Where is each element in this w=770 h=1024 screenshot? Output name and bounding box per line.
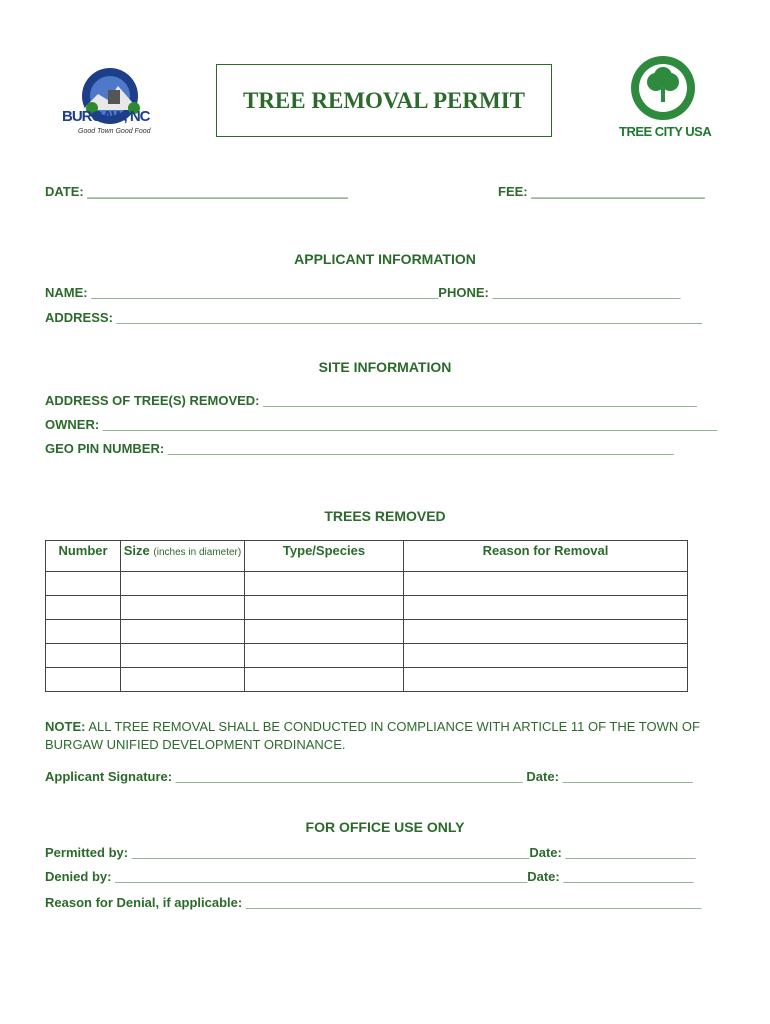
denial-reason-label: Reason for Denial, if applicable:	[45, 895, 243, 910]
tree-city-logo	[616, 54, 716, 146]
permitted-date-line: __________________	[565, 845, 696, 860]
table-cell[interactable]	[404, 668, 688, 692]
trees-table	[45, 540, 688, 692]
phone-label: PHONE:	[438, 285, 489, 300]
permitted-by-field[interactable]	[45, 845, 696, 860]
page-title: TREE REMOVAL PERMIT	[242, 87, 525, 113]
table-cell[interactable]	[404, 620, 688, 644]
column-size-note: (inches in diameter)	[153, 547, 242, 558]
fee-line: ________________________	[531, 184, 705, 199]
table-row	[46, 596, 688, 620]
table-cell[interactable]	[245, 572, 404, 596]
table-cell[interactable]	[46, 596, 121, 620]
note-label: NOTE:	[45, 719, 86, 734]
geo-pin-field[interactable]	[45, 441, 674, 456]
permitted-by-line: _______________________________________________________	[131, 845, 530, 860]
signature-field[interactable]	[45, 769, 693, 784]
column-size-label: Size	[123, 543, 150, 558]
table-cell[interactable]	[404, 572, 688, 596]
permitted-date-label: Date:	[529, 845, 562, 860]
signature-line: ________________________________________________	[175, 769, 523, 784]
geo-pin-line: ______________________________________________________________________	[167, 441, 674, 456]
permitted-by-label: Permitted by:	[45, 845, 129, 860]
phone-line: __________________________	[492, 285, 681, 300]
owner-label: OWNER:	[45, 417, 100, 432]
tree-city-logo-text: TREE CITY USA	[619, 124, 712, 139]
table-cell[interactable]	[121, 572, 245, 596]
date-field[interactable]	[45, 184, 348, 199]
table-cell[interactable]	[46, 644, 121, 668]
address-label: ADDRESS:	[45, 310, 113, 325]
table-cell[interactable]	[245, 668, 404, 692]
signature-label: Applicant Signature:	[45, 769, 173, 784]
note-text: ALL TREE REMOVAL SHALL BE CONDUCTED IN COMPLIANCE WITH ARTICLE 11 OF THE TOWN OF BURGAW UNIFIED DEVELOPMENT ORDINANCE.	[45, 719, 700, 752]
fee-field[interactable]	[498, 184, 705, 199]
denied-date-label: Date:	[527, 869, 560, 884]
burgaw-logo-tagline: Good Town Good Food	[78, 128, 151, 135]
column-size	[121, 541, 245, 572]
address-line: _________________________________________________________________________________	[116, 310, 703, 325]
column-type: Type/Species	[245, 541, 404, 572]
address-field[interactable]	[45, 310, 702, 325]
column-number: Number	[46, 541, 121, 572]
trees-heading: TREES REMOVED	[324, 508, 446, 524]
table-cell[interactable]	[245, 620, 404, 644]
trees-table-header	[46, 541, 688, 572]
table-row	[46, 620, 688, 644]
date-label: DATE:	[45, 184, 84, 199]
table-cell[interactable]	[245, 596, 404, 620]
name-label: NAME:	[45, 285, 88, 300]
tree-address-field[interactable]	[45, 393, 697, 408]
compliance-note	[45, 718, 725, 754]
name-line: ________________________________________________	[91, 285, 439, 300]
name-field[interactable]	[45, 285, 680, 300]
geo-pin-label: GEO PIN NUMBER:	[45, 441, 165, 456]
denied-by-label: Denied by:	[45, 869, 112, 884]
table-cell[interactable]	[121, 668, 245, 692]
applicant-heading: APPLICANT INFORMATION	[294, 251, 476, 267]
denied-date-line: __________________	[563, 869, 694, 884]
burgaw-logo-text: BURGAW, NC	[62, 108, 150, 125]
table-cell[interactable]	[121, 620, 245, 644]
table-row	[46, 668, 688, 692]
table-cell[interactable]	[46, 668, 121, 692]
table-cell[interactable]	[404, 644, 688, 668]
owner-line: _____________________________________________________________________________________	[102, 417, 718, 432]
denial-reason-field[interactable]	[45, 895, 701, 910]
owner-field[interactable]	[45, 417, 717, 432]
tree-city-logo-graphic	[616, 54, 716, 124]
office-heading: FOR OFFICE USE ONLY	[305, 819, 465, 835]
tree-address-label: ADDRESS OF TREE(S) REMOVED:	[45, 393, 260, 408]
table-cell[interactable]	[46, 572, 121, 596]
denied-by-field[interactable]	[45, 869, 693, 884]
date-line: ____________________________________	[87, 184, 348, 199]
signature-date-label: Date:	[526, 769, 559, 784]
table-cell[interactable]	[245, 644, 404, 668]
table-cell[interactable]	[404, 596, 688, 620]
site-heading: SITE INFORMATION	[318, 359, 452, 375]
fee-label: FEE:	[498, 184, 528, 199]
table-cell[interactable]	[46, 620, 121, 644]
burgaw-logo	[58, 64, 162, 140]
table-row	[46, 644, 688, 668]
signature-date-line: __________________	[562, 769, 693, 784]
table-row	[46, 572, 688, 596]
denied-by-line: _________________________________________________________	[115, 869, 528, 884]
title-box	[216, 64, 552, 137]
table-cell[interactable]	[121, 644, 245, 668]
tree-address-line: ____________________________________________________________	[263, 393, 697, 408]
denial-reason-line: _______________________________________________________________	[245, 895, 702, 910]
table-cell[interactable]	[121, 596, 245, 620]
column-reason: Reason for Removal	[404, 541, 688, 572]
